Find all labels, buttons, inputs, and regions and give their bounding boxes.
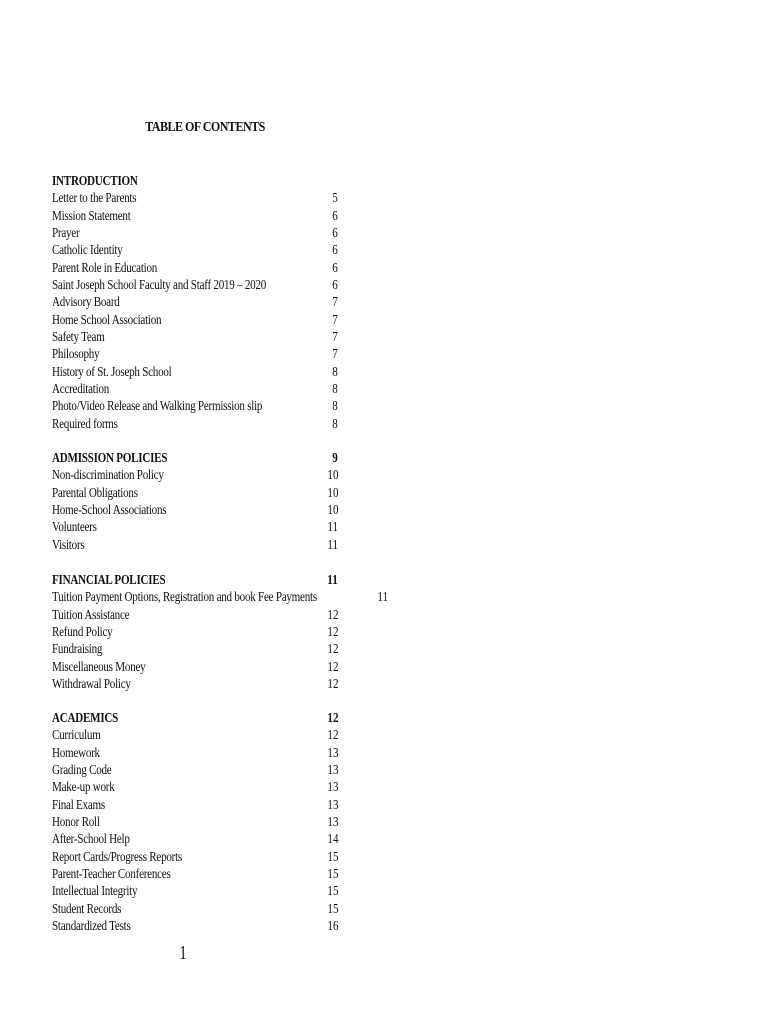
toc-entry-label: Fundraising	[52, 641, 103, 657]
toc-entry-page: 12	[326, 641, 338, 657]
toc-entry-label: Safety Team	[52, 329, 105, 345]
toc-entry-label: Letter to the Parents	[52, 190, 137, 206]
toc-entry-page: 7	[332, 346, 338, 362]
page-title: TABLE OF CONTENTS	[145, 120, 265, 135]
toc-entry-page: 8	[332, 363, 338, 379]
toc-entry	[52, 415, 338, 432]
toc-entry	[52, 917, 338, 934]
toc-entry-label: Homework	[52, 744, 100, 760]
toc-entry	[52, 658, 338, 675]
toc-entry-page: 12	[326, 727, 338, 743]
toc-entry	[52, 207, 338, 224]
toc-entry	[52, 380, 338, 397]
toc-entry	[52, 363, 338, 380]
toc-entry-label: Visitors	[52, 536, 85, 552]
toc-entry	[52, 865, 338, 882]
toc-entry-label: Make-up work	[52, 779, 115, 795]
toc-entry	[52, 518, 338, 535]
section-academics	[52, 709, 338, 934]
toc-entry-page: 15	[326, 900, 338, 916]
toc-entry	[52, 588, 389, 605]
toc-entry	[52, 536, 338, 553]
toc-entry-page: 15	[326, 848, 338, 864]
toc-entry	[52, 675, 338, 692]
toc-entry	[52, 726, 338, 743]
toc-entry-label: Philosophy	[52, 346, 100, 362]
toc-entry	[52, 466, 338, 483]
section-heading-label: INTRODUCTION	[52, 173, 138, 188]
toc-entry-label: Parent Role in Education	[52, 259, 158, 275]
toc-entry	[52, 848, 338, 865]
toc-entry-page: 11	[327, 519, 338, 535]
toc-entry-page: 13	[326, 744, 338, 760]
toc-entry	[52, 241, 338, 258]
toc-entry-page: 15	[326, 883, 338, 899]
toc-entry-page: 12	[326, 606, 338, 622]
section-heading-label: ADMISSION POLICIES	[52, 450, 168, 465]
toc-entry-label: Report Cards/Progress Reports	[52, 848, 183, 864]
toc-entry-page: 6	[332, 277, 338, 293]
toc-entry-page: 11	[377, 589, 389, 605]
toc-entry	[52, 484, 338, 501]
section-heading	[52, 571, 338, 588]
toc-entry-label: History of St. Joseph School	[52, 363, 172, 379]
toc-entry-label: Withdrawal Policy	[52, 676, 131, 692]
toc-entry	[52, 744, 338, 761]
toc-entry	[52, 259, 338, 276]
toc-entry-page: 7	[332, 311, 338, 327]
toc-entry-label: After-School Help	[52, 831, 130, 847]
toc-entry-label: Tuition Payment Options, Registration and book Fee Payments	[52, 589, 317, 605]
toc-entry	[52, 623, 338, 640]
toc-entry-page: 7	[332, 294, 338, 310]
toc-entry	[52, 882, 338, 899]
toc-entry-label: Photo/Video Release and Walking Permission slip	[52, 398, 263, 414]
section-heading-label: FINANCIAL POLICIES	[52, 572, 166, 587]
section-admission-policies	[52, 449, 338, 553]
toc-entry	[52, 606, 338, 623]
section-financial-policies	[52, 571, 389, 692]
toc-entry	[52, 813, 338, 830]
toc-entry-label: Parental Obligations	[52, 484, 138, 500]
toc-entry-label: Student Records	[52, 900, 122, 916]
toc-entry-label: Home School Association	[52, 311, 162, 327]
section-heading-page: 9	[332, 450, 338, 465]
toc-entry	[52, 640, 338, 657]
toc-entry-page: 13	[326, 814, 338, 830]
toc-entry-page: 12	[326, 624, 338, 640]
toc-entry-page: 6	[332, 225, 338, 241]
toc-entry-label: Tuition Assistance	[52, 606, 130, 622]
toc-entry	[52, 397, 338, 414]
toc-entry-page: 12	[326, 658, 338, 674]
toc-entry	[52, 830, 338, 847]
toc-entry-page: 6	[332, 242, 338, 258]
toc-entry-label: Parent-Teacher Conferences	[52, 866, 171, 882]
toc-entry-page: 10	[326, 484, 338, 500]
toc-entry	[52, 345, 338, 362]
toc-entry-page: 8	[332, 398, 338, 414]
section-heading	[52, 449, 338, 466]
toc-entry-page: 13	[326, 779, 338, 795]
toc-entry-page: 12	[326, 676, 338, 692]
toc-entry-label: Grading Code	[52, 762, 112, 778]
toc-entry-label: Advisory Board	[52, 294, 120, 310]
toc-entry-page: 6	[332, 259, 338, 275]
toc-entry-page: 15	[326, 866, 338, 882]
toc-entry	[52, 189, 338, 206]
page-number: 1	[179, 942, 187, 964]
toc-entry-label: Standardized Tests	[52, 918, 131, 934]
section-heading	[52, 709, 338, 726]
toc-entry	[52, 293, 338, 310]
toc-entry-label: Prayer	[52, 225, 80, 241]
toc-entry-page: 13	[326, 762, 338, 778]
toc-entry-page: 8	[332, 415, 338, 431]
toc-entry-page: 16	[326, 918, 338, 934]
toc-entry-page: 10	[326, 502, 338, 518]
toc-entry-label: Accreditation	[52, 381, 110, 397]
toc-entry	[52, 778, 338, 795]
toc-entry-label: Honor Roll	[52, 814, 100, 830]
toc-entry-label: Refund Policy	[52, 624, 113, 640]
toc-entry-label: Saint Joseph School Faculty and Staff 2019 – 2020	[52, 277, 267, 293]
toc-entry-label: Curriculum	[52, 727, 101, 743]
toc-entry	[52, 501, 338, 518]
section-heading-label: ACADEMICS	[52, 710, 119, 725]
section-heading	[52, 172, 338, 189]
toc-entry-label: Final Exams	[52, 796, 105, 812]
toc-entry-label: Mission Statement	[52, 207, 131, 223]
section-heading-page: 11	[327, 572, 338, 587]
toc-entry-page: 11	[327, 536, 338, 552]
toc-entry-label: Intellectual Integrity	[52, 883, 138, 899]
section-introduction	[52, 172, 338, 432]
toc-entry-page: 7	[332, 329, 338, 345]
toc-entry-label: Home-School Associations	[52, 502, 167, 518]
toc-entry-label: Catholic Identity	[52, 242, 123, 258]
toc-entry	[52, 761, 338, 778]
toc-entry-page: 5	[332, 190, 338, 206]
toc-entry-label: Required forms	[52, 415, 118, 431]
toc-entry	[52, 796, 338, 813]
toc-entry-label: Volunteers	[52, 519, 97, 535]
toc-entry-page: 10	[326, 467, 338, 483]
section-heading-page: 12	[326, 710, 338, 725]
toc-entry	[52, 276, 338, 293]
toc-entry-label: Non-discrimination Policy	[52, 467, 164, 483]
toc-entry-page: 14	[326, 831, 338, 847]
toc-entry-page: 6	[332, 207, 338, 223]
toc-entry-page: 8	[332, 381, 338, 397]
toc-entry	[52, 224, 338, 241]
toc-entry	[52, 311, 338, 328]
toc-entry-page: 13	[326, 796, 338, 812]
toc-entry	[52, 900, 338, 917]
toc-entry	[52, 328, 338, 345]
toc-entry-label: Miscellaneous Money	[52, 658, 146, 674]
